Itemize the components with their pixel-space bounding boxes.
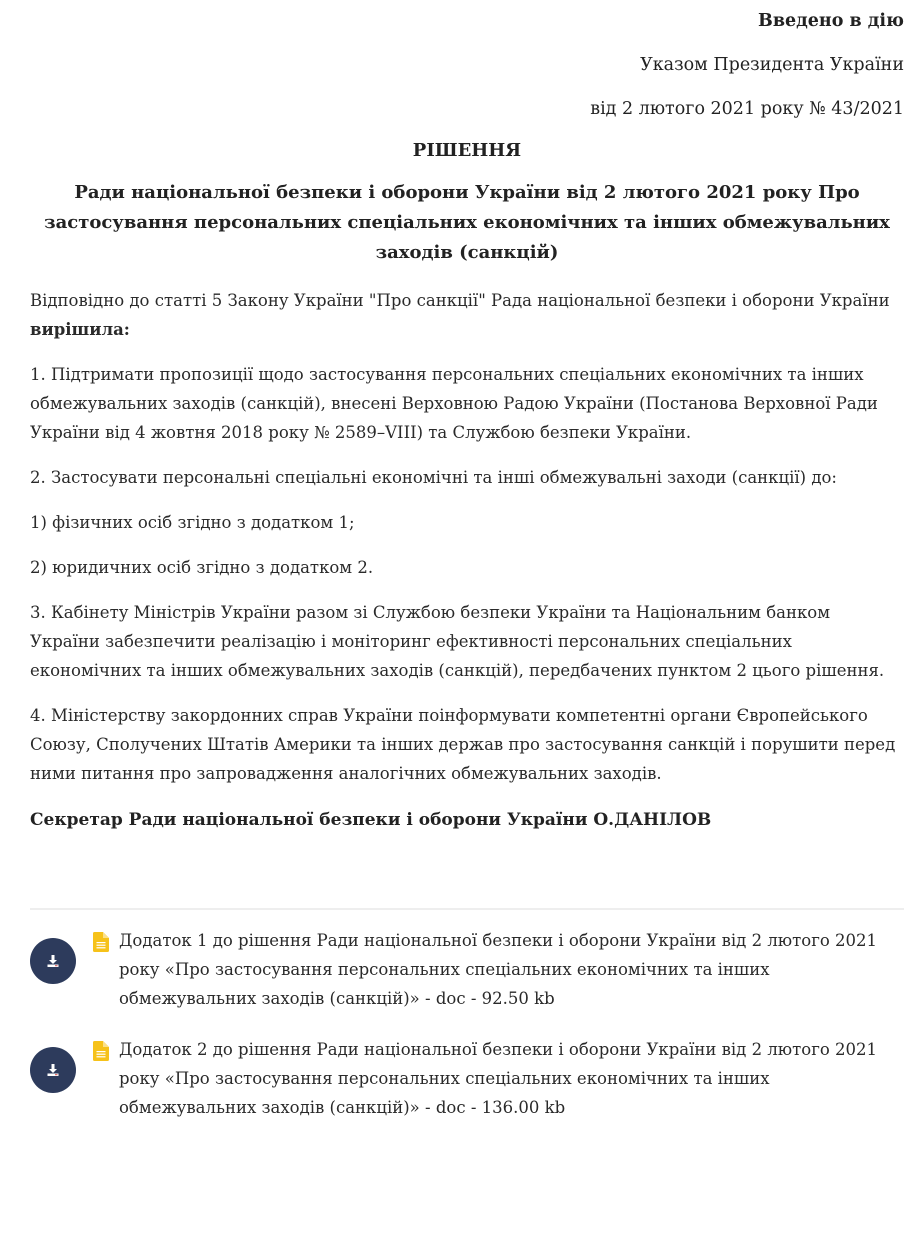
decree-label: Указом Президента України (640, 55, 904, 75)
divider (30, 908, 904, 910)
paragraph-3: 3. Кабінету Міністрів України разом зі Службою безпеки України та Національним банком України забезпечити реалізацію і моніторинг ефективності персональних спеціальних економічних та інших обмежувальних заходів (санкцій), передбачених пунктом 2 цього рішення. (30, 603, 885, 680)
paragraph-2-1: 1) фізичних осіб згідно з додатком 1; (30, 513, 355, 532)
paragraph-1: 1. Підтримати пропозиції щодо застосування персональних спеціальних економічних та інших обмежувальних заходів (санкцій), внесені Верховною Радою України (Постанова Верховної Ради України від 4 жовтня 2018 року № 2589–VIII) та Службою безпеки України. (30, 365, 878, 442)
paragraph-4: 4. Міністерству закордонних справ України поінформувати компетентні органи Європейського Союзу, Сполучених Штатів Америки та інших держав про застосування санкцій і порушити перед ними питання про запровадження аналогічних обмежувальних заходів. (30, 706, 896, 783)
download-icon (45, 1062, 61, 1078)
attachment-item (30, 1035, 904, 1122)
intro-decided: вирішила: (30, 320, 130, 339)
decree-date: від 2 лютого 2021 року № 43/2021 (590, 99, 904, 119)
enacted-label: Введено в дію (758, 11, 904, 31)
paragraph-2: 2. Застосувати персональні спеціальні економічні та інші обмежувальні заходи (санкції) до: (30, 468, 837, 487)
download-button[interactable] (30, 1047, 76, 1093)
document-icon (93, 932, 109, 952)
paragraph-2-2: 2) юридичних осіб згідно з додатком 2. (30, 558, 374, 577)
download-icon (45, 953, 61, 969)
intro-text: Відповідно до статті 5 Закону України "Про санкції" Рада національної безпеки і оборони України (30, 291, 890, 310)
attachment-link-1[interactable]: Додаток 1 до рішення Ради національної безпеки і оборони України від 2 лютого 2021 року «Про застосування персональних спеціальних економічних та інших обмежувальних заходів (санкцій)» - doc - 92.50 kb (119, 931, 878, 1008)
document-icon (93, 1041, 109, 1061)
intro-paragraph (30, 286, 904, 344)
attachment-item (30, 926, 904, 1013)
document-title: РІШЕННЯ (412, 140, 522, 161)
download-button[interactable] (30, 938, 76, 984)
document-subtitle: Ради національної безпеки і оборони України від 2 лютого 2021 року Про застосування персональних спеціальних економічних та інших обмежувальних заходів (санкцій) (44, 182, 890, 263)
signature: Секретар Ради національної безпеки і оборони України О.ДАНІЛОВ (30, 810, 712, 830)
attachment-link-2[interactable]: Додаток 2 до рішення Ради національної безпеки і оборони України від 2 лютого 2021 року «Про застосування персональних спеціальних економічних та інших обмежувальних заходів (санкцій)» - doc - 136.00 kb (119, 1040, 878, 1117)
document-page (0, 10, 918, 1122)
